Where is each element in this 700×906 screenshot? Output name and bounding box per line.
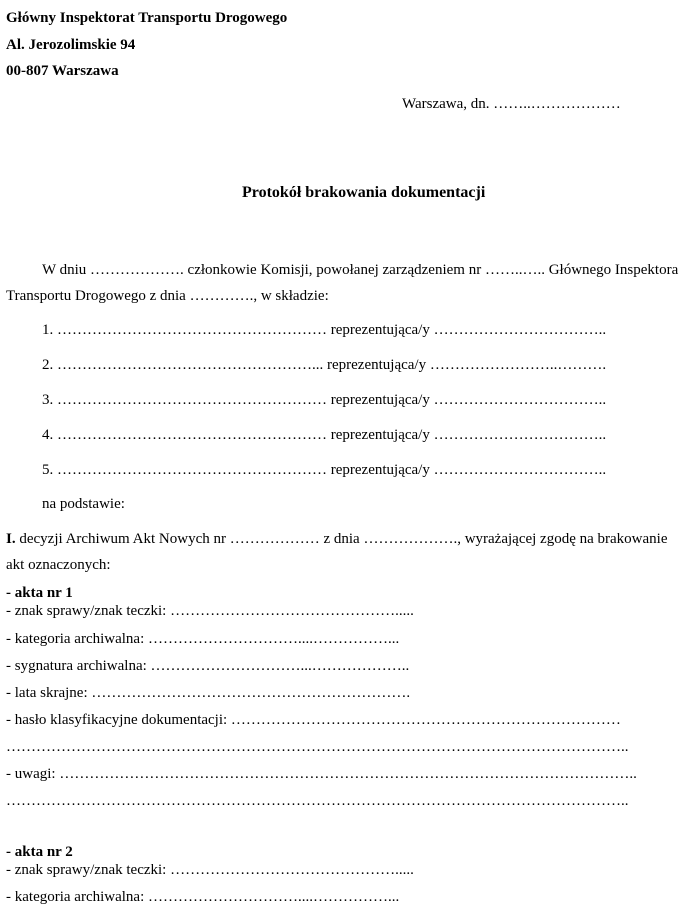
akta-1-field: …………………………………………………………………………………………………………….. bbox=[6, 739, 629, 755]
org-name: Główny Inspektorat Transportu Drogowego bbox=[6, 10, 288, 26]
akta-1-field: - uwagi: …………………………………………………………………………………………………….. bbox=[6, 766, 637, 782]
akta-1-field: …………………………………………………………………………………………………………….. bbox=[6, 793, 629, 809]
intro-line-2: Transportu Drogowego z dnia …………., w składzie: bbox=[6, 288, 329, 304]
document-title: Protokół brakowania dokumentacji bbox=[242, 184, 486, 201]
akta-1-field: - lata skrajne: ………………………………………………………. bbox=[6, 685, 411, 701]
akta-1-heading: - akta nr 1 bbox=[6, 585, 73, 601]
akta-1-field: - kategoria archiwalna: …………………………....……………... bbox=[6, 631, 400, 647]
akta-1-field: - hasło klasyfikacyjne dokumentacji: …………………………………………………………………… bbox=[6, 712, 621, 728]
member-line: 5. ……………………………………………… reprezentująca/y …………………………….. bbox=[42, 462, 607, 478]
akta-2-field: - znak sprawy/znak teczki: ………………………………………..... bbox=[6, 862, 414, 878]
member-line: 2. ……………………………………………... reprezentująca/y ……………………..………. bbox=[42, 357, 607, 373]
akta-2-field: - kategoria archiwalna: …………………………....……………... bbox=[6, 889, 400, 905]
date-line: Warszawa, dn. ……..……………… bbox=[402, 96, 621, 112]
basis-label: na podstawie: bbox=[42, 496, 125, 512]
member-line: 4. ……………………………………………… reprezentująca/y …………………………….. bbox=[42, 427, 607, 443]
org-city: 00-807 Warszawa bbox=[6, 63, 119, 79]
decision-text: decyzji Archiwum Akt Nowych nr ……………… z dnia ………………., wyrażającej zgodę na brakowanie bbox=[15, 531, 668, 547]
member-line: 3. ……………………………………………… reprezentująca/y …………………………….. bbox=[42, 392, 607, 408]
akta-1-field: - sygnatura archiwalna: …………………………...……………….. bbox=[6, 658, 410, 674]
decision-line-1 bbox=[6, 530, 668, 548]
intro-line-1: W dniu ………………. członkowie Komisji, powołanej zarządzeniem nr ……..….. Głównego Inspektora bbox=[42, 262, 679, 278]
member-line: 1. ……………………………………………… reprezentująca/y …………………………….. bbox=[42, 322, 607, 338]
decision-line-2: akt oznaczonych: bbox=[6, 557, 111, 573]
akta-2-heading: - akta nr 2 bbox=[6, 844, 73, 860]
org-street: Al. Jerozolimskie 94 bbox=[6, 37, 136, 53]
akta-1-field: - znak sprawy/znak teczki: ………………………………………..... bbox=[6, 603, 414, 619]
decision-numeral: I. bbox=[6, 531, 16, 547]
